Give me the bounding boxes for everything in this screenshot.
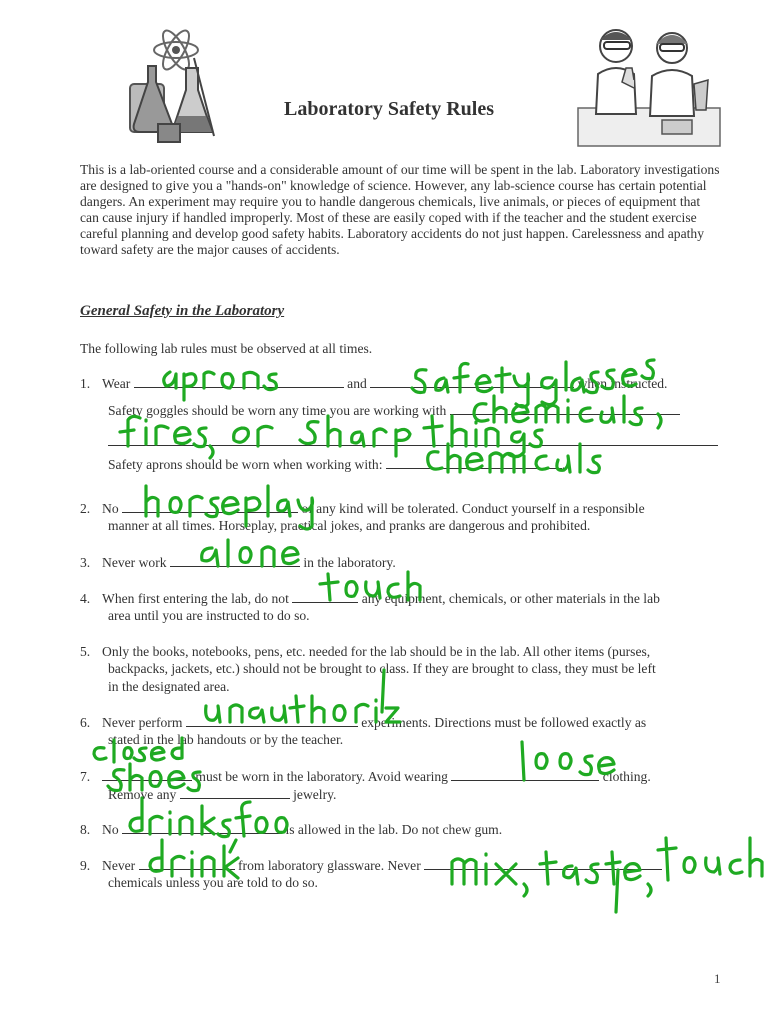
page-number: 1 (714, 971, 721, 986)
rule-number: 4. (80, 591, 91, 606)
answer-blank (170, 554, 300, 567)
rule-6 (80, 714, 646, 732)
answer-blank (292, 590, 358, 603)
rule-text: and (347, 376, 367, 391)
answer-blank (139, 857, 235, 870)
rule-3 (80, 554, 396, 572)
rule-text: Remove any (108, 787, 177, 802)
rule-text: . (561, 457, 566, 472)
rule-text: Never (102, 858, 136, 873)
rule-text: any equipment, chemicals, or other materials in the lab (361, 591, 660, 606)
rule-7 (80, 768, 651, 786)
rule-1-aprons (108, 456, 565, 474)
answer-blank (186, 714, 358, 727)
rule-text: When first entering the lab, do not (102, 591, 289, 606)
rule-text: when instructed. (577, 376, 668, 391)
rule-1-goggles (108, 402, 680, 420)
lab-flasks-clipart (128, 28, 220, 146)
rule-text: clothing. (602, 769, 651, 784)
rule-number: 5. (80, 644, 91, 659)
rule-text: in the laboratory. (303, 555, 396, 570)
answer-blank (451, 768, 599, 781)
answer-blank (122, 500, 298, 513)
section-heading: General Safety in the Laboratory (80, 303, 285, 319)
answer-blank (122, 821, 282, 834)
handwriting-stroke (616, 870, 618, 912)
answer-blank-line (108, 445, 718, 446)
rule-9 (80, 857, 662, 875)
rule-text: Only the books, notebooks, pens, etc. needed for the lab should be in the lab. All other items (purses, (102, 644, 651, 659)
rule-number: 7. (80, 769, 91, 784)
rule-7-cont (108, 786, 336, 804)
rule-number: 8. (80, 822, 91, 837)
rule-1 (80, 375, 667, 393)
answer-blank (424, 857, 662, 870)
rule-text: must be worn in the laboratory. Avoid wearing (195, 769, 448, 784)
rule-number: 1. (80, 376, 91, 391)
rule-text: experiments. Directions must be followed exactly as (361, 715, 647, 730)
rule-9-cont: chemicals unless you are told to do so. (108, 875, 318, 890)
rule-4 (80, 590, 660, 608)
rule-8 (80, 821, 502, 839)
rule-4-cont: area until you are instructed to do so. (108, 608, 310, 623)
answer-blank (180, 786, 290, 799)
rule-number: 2. (80, 501, 91, 516)
rule-text: Never perform (102, 715, 183, 730)
answer-blank (102, 768, 192, 781)
section-lead: The following lab rules must be observed at all times. (80, 341, 373, 356)
rule-text: is allowed in the lab. Do not chew gum. (285, 822, 503, 837)
rule-2-cont: manner at all times. Horseplay, practical jokes, and pranks are dangerous and prohibited. (108, 518, 591, 533)
answer-blank (386, 456, 562, 469)
rule-text: jewelry. (293, 787, 337, 802)
rule-text: Never work (102, 555, 167, 570)
rule-5-cont: in the designated area. (108, 679, 230, 694)
rule-text: of any kind will be tolerated. Conduct yourself in a responsible (301, 501, 645, 516)
rule-number: 9. (80, 858, 91, 873)
rule-text: from laboratory glassware. Never (238, 858, 421, 873)
rule-5 (80, 644, 650, 661)
scientists-clipart (576, 24, 722, 148)
rule-text: Safety aprons should be worn when working with: (108, 457, 383, 472)
rule-5-cont: backpacks, jackets, etc.) should not be brought to class. If they are brought to class, they must be left (108, 661, 656, 676)
handwriting-fires-or-sharp-things (120, 416, 542, 458)
intro-paragraph: This is a lab-oriented course and a considerable amount of our time will be spent in the lab. Laboratory investigations are designed to give you a "hands-on" knowledge of science. However, any lab-science course has certain potential dangers. An experiment may require you to handle dangerous chemicals, live animals, or pieces of equipment that can cause injury if handled improperly. Most of these are easily coped with if the teacher and the student exercise careful planning and develop good safety habits. Laboratory accidents do not just happen. Carelessness and apathy toward safety are the major causes of accidents. (80, 162, 720, 257)
rule-number: 6. (80, 715, 91, 730)
document-title: Laboratory Safety Rules (284, 98, 494, 120)
rule-text: Wear (102, 376, 131, 391)
rule-text: No (102, 822, 119, 837)
rule-text: Safety goggles should be worn any time you are working with (108, 403, 447, 418)
rule-6-cont: stated in the lab handouts or by the teacher. (108, 732, 344, 747)
rule-2 (80, 500, 645, 518)
answer-blank (134, 375, 344, 388)
rule-number: 3. (80, 555, 91, 570)
rule-text: No (102, 501, 119, 516)
answer-blank (370, 375, 574, 388)
answer-blank (450, 402, 680, 415)
